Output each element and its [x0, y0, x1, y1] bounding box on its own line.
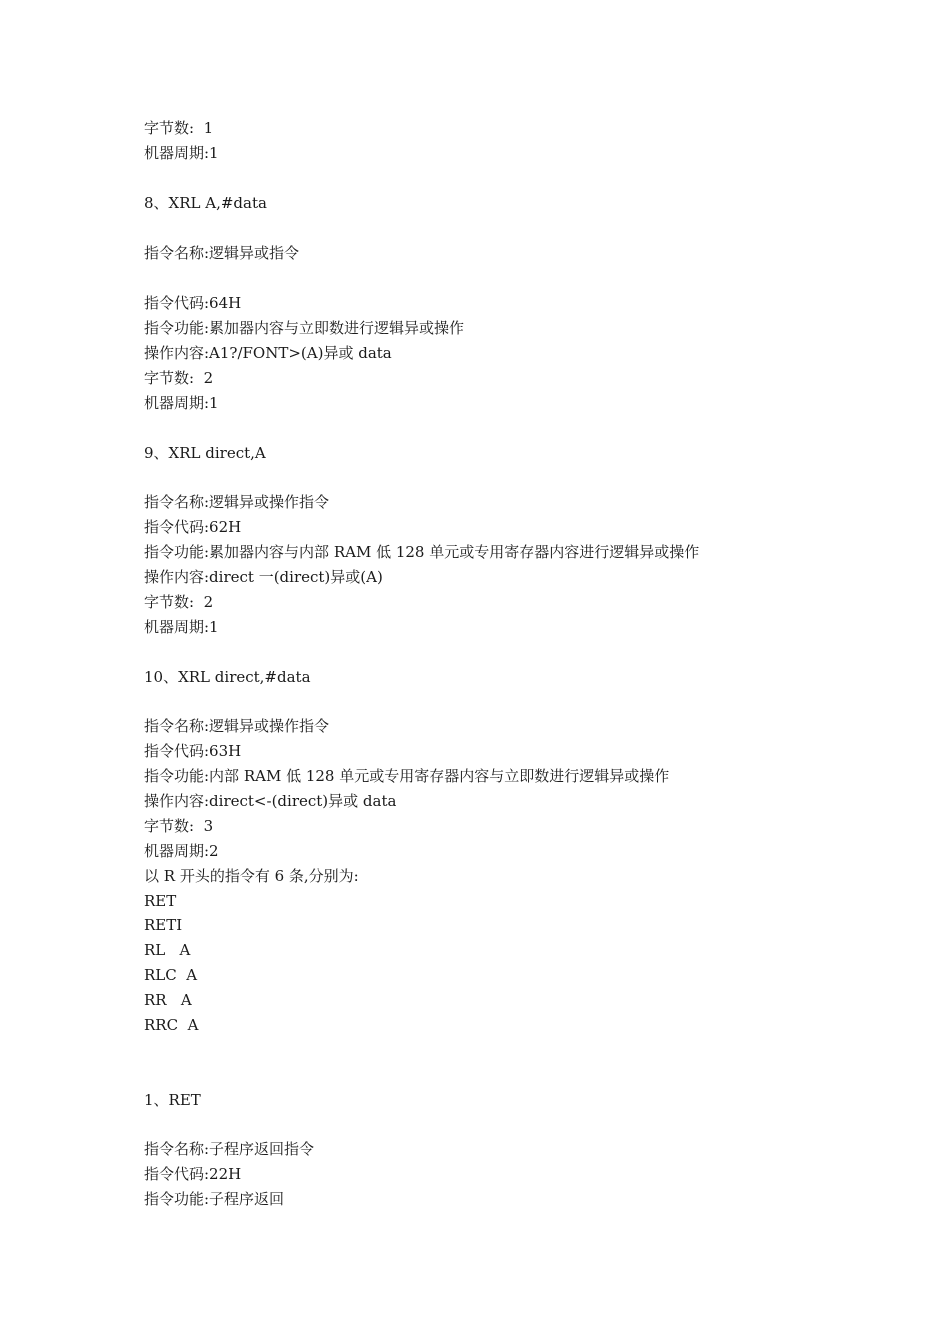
text-line: RL A — [144, 941, 191, 959]
text-line: 机器周期:2 — [144, 842, 219, 860]
text-line: 机器周期:1 — [144, 618, 219, 636]
text-line: 指令名称:逻辑异或操作指令 — [144, 493, 330, 511]
text-line: RR A — [144, 991, 192, 1009]
text-line: 字节数: 1 — [144, 119, 214, 137]
text-line: 操作内容:direct<-(direct)异或 data — [144, 792, 397, 810]
section-heading: 8、XRL A,#data — [144, 194, 267, 212]
text-line: 指令代码:62H — [144, 518, 242, 536]
text-line: 字节数: 2 — [144, 593, 214, 611]
text-line: 指令名称:子程序返回指令 — [144, 1140, 315, 1158]
text-line: 指令代码:22H — [144, 1165, 242, 1183]
text-line: 指令功能:累加器内容与内部 RAM 低 128 单元或专用寄存器内容进行逻辑异或操作 — [144, 543, 700, 561]
text-line: 指令功能:累加器内容与立即数进行逻辑异或操作 — [144, 319, 465, 337]
text-line: 指令功能:子程序返回 — [144, 1190, 285, 1208]
text-line: 字节数: 3 — [144, 817, 214, 835]
text-line: RETI — [144, 916, 183, 934]
text-line: 字节数: 2 — [144, 369, 214, 387]
text-line: 指令名称:逻辑异或指令 — [144, 244, 300, 262]
text-line: 指令功能:内部 RAM 低 128 单元或专用寄存器内容与立即数进行逻辑异或操作 — [144, 767, 670, 785]
text-line: 指令代码:63H — [144, 742, 242, 760]
section-heading: 9、XRL direct,A — [144, 444, 266, 462]
text-line: 操作内容:direct 一(direct)异或(A) — [144, 568, 383, 586]
text-line: RRC A — [144, 1016, 199, 1034]
text-line: 以 R 开头的指令有 6 条,分别为: — [144, 867, 359, 885]
section-heading: 1、RET — [144, 1091, 201, 1109]
text-line: RET — [144, 892, 177, 910]
text-line: 机器周期:1 — [144, 144, 219, 162]
text-line: 指令代码:64H — [144, 294, 242, 312]
text-line: 指令名称:逻辑异或操作指令 — [144, 717, 330, 735]
section-heading: 10、XRL direct,#data — [144, 668, 311, 686]
text-line: RLC A — [144, 966, 198, 984]
text-line: 机器周期:1 — [144, 394, 219, 412]
document-page — [144, 0, 904, 1344]
text-line: 操作内容:A1?/FONT>(A)异或 data — [144, 344, 392, 362]
